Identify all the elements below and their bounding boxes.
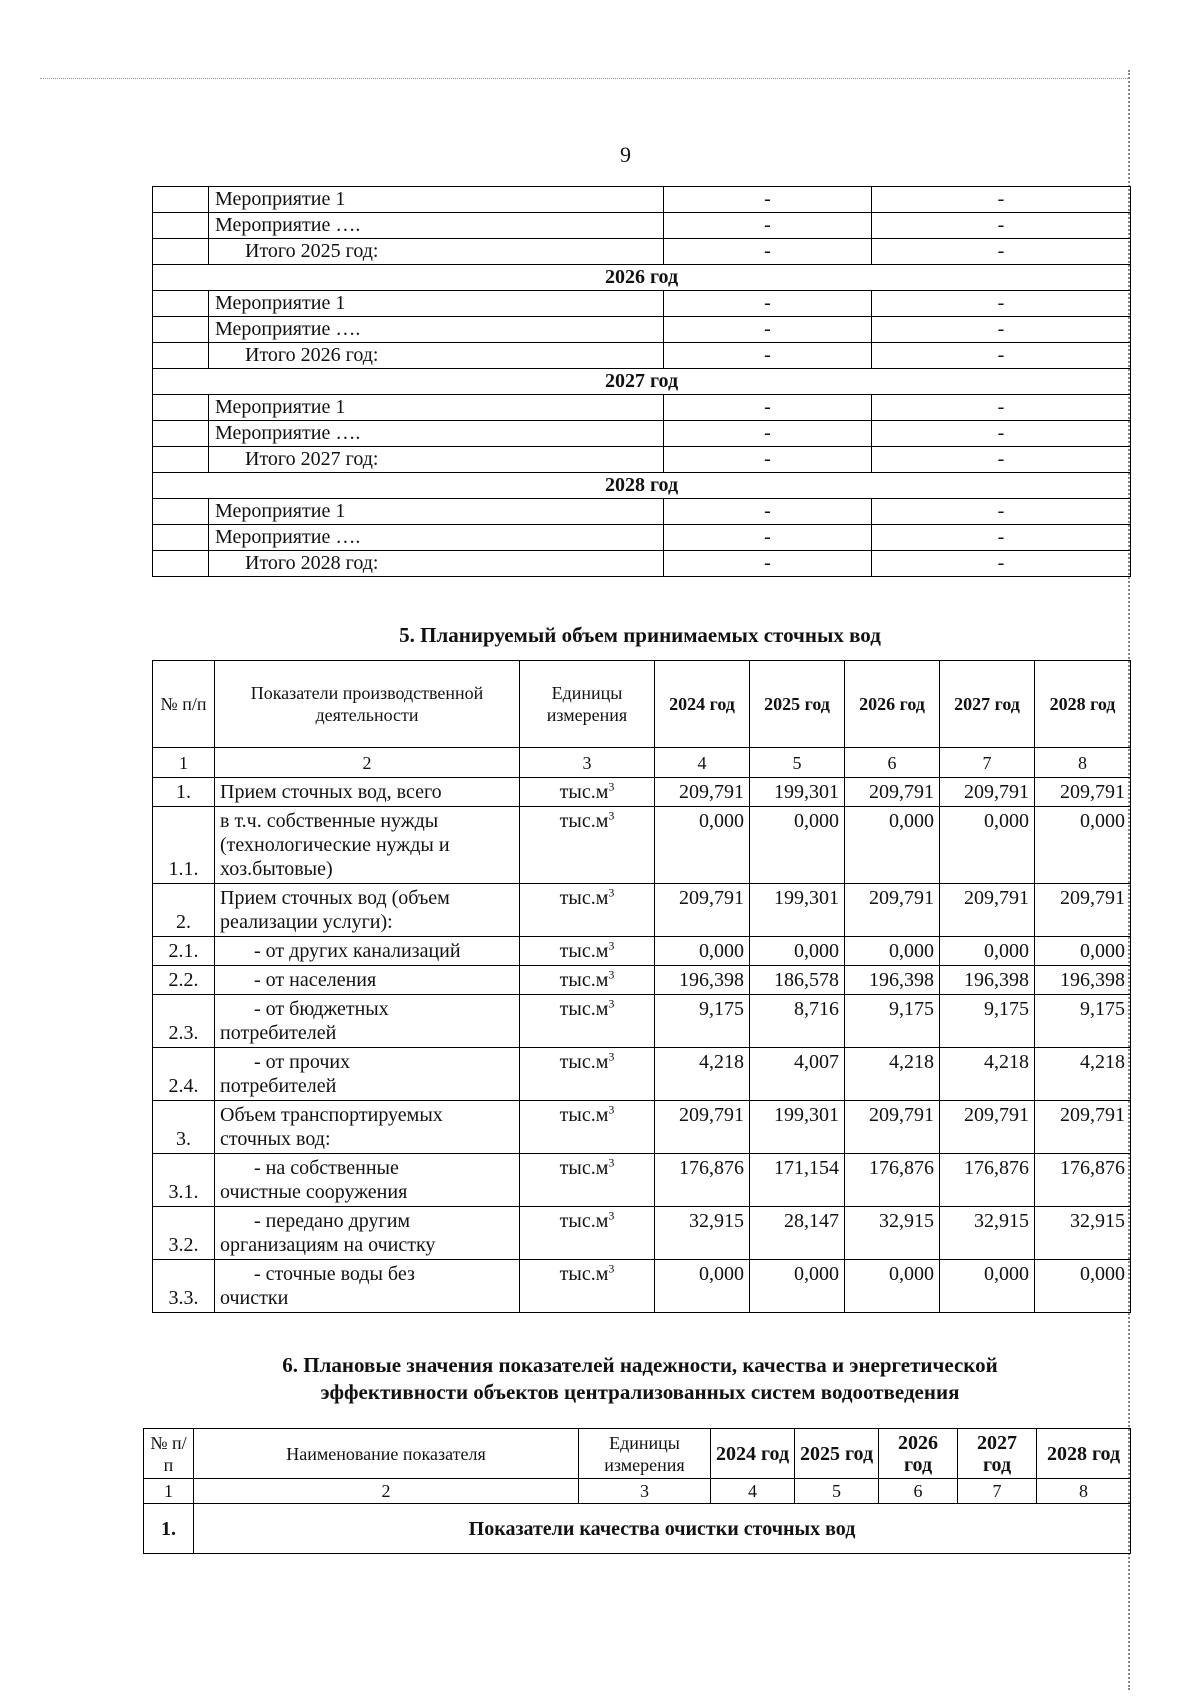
column-number: 1 [153, 748, 215, 778]
column-number: 3 [579, 1479, 711, 1504]
value-cell: - [872, 395, 1131, 421]
column-number: 7 [958, 1479, 1037, 1504]
column-number-row [153, 748, 1131, 778]
table-row [153, 525, 1131, 551]
row-label-text: - от населения [254, 969, 377, 991]
value-cell: - [872, 525, 1131, 551]
value-cell: - [664, 447, 872, 473]
header-cell: 2027 год [958, 1429, 1037, 1479]
value-cell: 4,218 [940, 1048, 1035, 1101]
unit-superscript: 3 [608, 1261, 615, 1276]
value-cell: - [664, 187, 872, 213]
column-number: 1 [144, 1479, 194, 1504]
header-cell: 2024 год [711, 1429, 795, 1479]
value-cell: 0,000 [1035, 1260, 1131, 1313]
value-cell: - [872, 213, 1131, 239]
value-cell: 209,791 [1035, 884, 1131, 937]
value-cell: 32,915 [940, 1207, 1035, 1260]
value-cell: 9,175 [1035, 995, 1131, 1048]
value-cell: 171,154 [750, 1154, 845, 1207]
table-row [153, 1207, 1131, 1260]
column-number: 4 [711, 1479, 795, 1504]
value-cell: - [664, 421, 872, 447]
unit-cell [520, 1207, 655, 1260]
table-row [153, 1154, 1131, 1207]
value-cell: - [664, 291, 872, 317]
header-cell: 2028 год [1035, 661, 1131, 748]
table-row [153, 421, 1131, 447]
row-label-text: - передано другим [254, 1210, 411, 1232]
table-row [153, 447, 1131, 473]
value-cell: 4,218 [655, 1048, 750, 1101]
page-number: 9 [620, 142, 631, 167]
row-label-text-cont: очистные сооружения [220, 1181, 408, 1203]
value-cell: 0,000 [940, 807, 1035, 884]
table-row [153, 966, 1131, 995]
row-label-text: Прием сточных вод, всего [220, 781, 442, 803]
value-cell: 209,791 [1035, 778, 1131, 807]
row-number: 3. [153, 1101, 215, 1154]
unit-cell [520, 884, 655, 937]
value-cell: 0,000 [1035, 807, 1131, 884]
value-cell: 9,175 [845, 995, 940, 1048]
header-cell: № п/п [153, 661, 215, 748]
column-number: 2 [215, 748, 520, 778]
row-label [215, 778, 520, 807]
row-label-text: - от других канализаций [254, 940, 461, 962]
total-label: Итого 2028 год: [209, 551, 664, 577]
unit-cell [520, 1101, 655, 1154]
unit-text: тыс.м [559, 1104, 609, 1126]
unit-text: тыс.м [559, 1263, 609, 1285]
value-cell: - [872, 343, 1131, 369]
row-label-text: - от прочих [254, 1051, 351, 1073]
row-label-text: Объем транспортируемых сточных вод: [220, 1104, 443, 1150]
table-row [153, 213, 1131, 239]
table-row [153, 1260, 1131, 1313]
unit-superscript: 3 [608, 808, 615, 823]
empty-cell [153, 187, 209, 213]
value-cell: - [664, 343, 872, 369]
year-heading: 2026 год [153, 265, 1131, 291]
empty-cell [153, 343, 209, 369]
section-6-title-line2: эффективности объектов централизованных систем водоотведения [320, 1380, 960, 1404]
unit-superscript: 3 [608, 967, 615, 982]
unit-superscript: 3 [608, 1102, 615, 1117]
header-cell: 2025 год [795, 1429, 879, 1479]
value-cell: 8,716 [750, 995, 845, 1048]
header-cell: 2027 год [940, 661, 1035, 748]
empty-cell [153, 421, 209, 447]
value-cell: - [872, 317, 1131, 343]
table-row [153, 807, 1131, 884]
value-cell: - [872, 447, 1131, 473]
row-number: 2.1. [153, 937, 215, 966]
row-label [215, 1048, 520, 1101]
unit-text: тыс.м [559, 1210, 609, 1232]
table-row [144, 1504, 1131, 1554]
column-number: 6 [845, 748, 940, 778]
value-cell: 176,876 [845, 1154, 940, 1207]
empty-cell [153, 551, 209, 577]
table-row [153, 291, 1131, 317]
table-row [153, 343, 1131, 369]
value-cell: 209,791 [655, 1101, 750, 1154]
value-cell: 199,301 [750, 1101, 845, 1154]
value-cell: 209,791 [940, 1101, 1035, 1154]
header-cell: Наименование показателя [194, 1429, 579, 1479]
header-cell: 2024 год [655, 661, 750, 748]
value-cell: 196,398 [1035, 966, 1131, 995]
value-cell: 209,791 [655, 884, 750, 937]
scan-top-edge [40, 78, 1130, 79]
value-cell: 0,000 [750, 1260, 845, 1313]
header-cell: 2026 год [879, 1429, 958, 1479]
row-label [215, 966, 520, 995]
value-cell: 209,791 [845, 884, 940, 937]
value-cell: 209,791 [845, 778, 940, 807]
value-cell: - [664, 499, 872, 525]
year-row [153, 265, 1131, 291]
table-row [153, 187, 1131, 213]
empty-cell [153, 395, 209, 421]
unit-text: тыс.м [559, 1051, 609, 1073]
column-number-row [144, 1479, 1131, 1504]
value-cell: - [872, 291, 1131, 317]
row-label [215, 884, 520, 937]
table-row [153, 937, 1131, 966]
column-number: 5 [795, 1479, 879, 1504]
event-label: Мероприятие 1 [209, 187, 664, 213]
value-cell: 209,791 [940, 884, 1035, 937]
row-label [215, 995, 520, 1048]
value-cell: 209,791 [1035, 1101, 1131, 1154]
unit-cell [520, 1154, 655, 1207]
table-row [153, 317, 1131, 343]
section-5-title: 5. Планируемый объем принимаемых сточных вод [399, 623, 881, 647]
value-cell: 0,000 [655, 807, 750, 884]
value-cell: - [664, 213, 872, 239]
unit-text: тыс.м [559, 969, 609, 991]
value-cell: 209,791 [940, 778, 1035, 807]
row-label [215, 807, 520, 884]
column-number: 8 [1035, 748, 1131, 778]
row-number: 3.1. [153, 1154, 215, 1207]
header-cell: 2025 год [750, 661, 845, 748]
value-cell: 0,000 [655, 1260, 750, 1313]
table-row [153, 499, 1131, 525]
value-cell: 32,915 [845, 1207, 940, 1260]
value-cell: - [872, 551, 1131, 577]
section-6-title [150, 1352, 1130, 1406]
row-number: 1.1. [153, 807, 215, 884]
value-cell: 186,578 [750, 966, 845, 995]
value-cell: - [664, 239, 872, 265]
total-label: Итого 2027 год: [209, 447, 664, 473]
value-cell: 4,007 [750, 1048, 845, 1101]
row-label-text: - сточные воды без [254, 1263, 415, 1285]
value-cell: 4,218 [1035, 1048, 1131, 1101]
event-label: Мероприятие 1 [209, 291, 664, 317]
row-label: Показатели качества очистки сточных вод [194, 1504, 1131, 1554]
row-number: 2.4. [153, 1048, 215, 1101]
header-cell: 2028 год [1037, 1429, 1131, 1479]
value-cell: 4,218 [845, 1048, 940, 1101]
unit-cell [520, 807, 655, 884]
column-number: 6 [879, 1479, 958, 1504]
empty-cell [153, 213, 209, 239]
value-cell: 32,915 [1035, 1207, 1131, 1260]
value-cell: 0,000 [1035, 937, 1131, 966]
row-label-text: - на собственные [254, 1157, 399, 1179]
header-cell: Единицы измерения [520, 661, 655, 748]
row-number: 2.3. [153, 995, 215, 1048]
value-cell: 0,000 [845, 807, 940, 884]
unit-text: тыс.м [559, 781, 609, 803]
table-row [153, 1101, 1131, 1154]
unit-superscript: 3 [608, 1155, 615, 1170]
column-number: 8 [1037, 1479, 1131, 1504]
reliability-indicators-table [143, 1428, 1131, 1554]
value-cell: 176,876 [1035, 1154, 1131, 1207]
row-label-text: - от бюджетных [254, 998, 389, 1020]
value-cell: 209,791 [655, 778, 750, 807]
value-cell: 9,175 [940, 995, 1035, 1048]
header-cell: Единицы измерения [579, 1429, 711, 1479]
value-cell: 196,398 [655, 966, 750, 995]
unit-superscript: 3 [608, 1208, 615, 1223]
value-cell: 176,876 [940, 1154, 1035, 1207]
event-label: Мероприятие …. [209, 317, 664, 343]
value-cell: 0,000 [750, 807, 845, 884]
row-label-text: в т.ч. собственные нужды (технологические нужды и хоз.бытовые) [220, 810, 450, 880]
unit-superscript: 3 [608, 996, 615, 1011]
section-6-title-line1: 6. Плановые значения показателей надежности, качества и энергетической [282, 1353, 998, 1377]
value-cell: 196,398 [940, 966, 1035, 995]
value-cell: - [872, 421, 1131, 447]
row-label [215, 1101, 520, 1154]
value-cell: 0,000 [750, 937, 845, 966]
row-number: 1. [144, 1504, 194, 1554]
wastewater-volume-table [152, 660, 1131, 1313]
unit-cell [520, 937, 655, 966]
table-row [153, 884, 1131, 937]
unit-text: тыс.м [559, 810, 609, 832]
unit-cell [520, 995, 655, 1048]
unit-superscript: 3 [608, 938, 615, 953]
row-label-text-cont: очистки [220, 1287, 289, 1309]
value-cell: 32,915 [655, 1207, 750, 1260]
value-cell: 28,147 [750, 1207, 845, 1260]
value-cell: 0,000 [940, 937, 1035, 966]
unit-text: тыс.м [559, 1157, 609, 1179]
column-number: 5 [750, 748, 845, 778]
unit-superscript: 3 [608, 779, 615, 794]
row-number: 2. [153, 884, 215, 937]
value-cell: 176,876 [655, 1154, 750, 1207]
unit-cell [520, 966, 655, 995]
unit-cell [520, 1048, 655, 1101]
year-heading: 2028 год [153, 473, 1131, 499]
value-cell: 199,301 [750, 884, 845, 937]
event-label: Мероприятие 1 [209, 499, 664, 525]
table-row [153, 995, 1131, 1048]
table-header-row [144, 1429, 1131, 1479]
column-number: 4 [655, 748, 750, 778]
value-cell: 0,000 [940, 1260, 1035, 1313]
year-row [153, 369, 1131, 395]
year-row [153, 473, 1131, 499]
row-label-text: Прием сточных вод (объем реализации услуги): [220, 887, 450, 933]
unit-cell [520, 778, 655, 807]
value-cell: 209,791 [845, 1101, 940, 1154]
value-cell: 9,175 [655, 995, 750, 1048]
unit-superscript: 3 [608, 1049, 615, 1064]
row-number: 1. [153, 778, 215, 807]
row-label [215, 1260, 520, 1313]
row-number: 3.3. [153, 1260, 215, 1313]
table-row [153, 1048, 1131, 1101]
total-label: Итого 2025 год: [209, 239, 664, 265]
unit-text: тыс.м [559, 940, 609, 962]
value-cell: 199,301 [750, 778, 845, 807]
unit-text: тыс.м [559, 887, 609, 909]
row-number: 3.2. [153, 1207, 215, 1260]
value-cell: - [664, 525, 872, 551]
empty-cell [153, 499, 209, 525]
row-label [215, 1207, 520, 1260]
value-cell: 196,398 [845, 966, 940, 995]
value-cell: 0,000 [655, 937, 750, 966]
column-number: 2 [194, 1479, 579, 1504]
event-label: Мероприятие …. [209, 421, 664, 447]
empty-cell [153, 239, 209, 265]
empty-cell [153, 317, 209, 343]
value-cell: 0,000 [845, 937, 940, 966]
row-label [215, 937, 520, 966]
year-heading: 2027 год [153, 369, 1131, 395]
unit-text: тыс.м [559, 998, 609, 1020]
table-header-row [153, 661, 1131, 748]
value-cell: - [664, 317, 872, 343]
row-label-text-cont: потребителей [220, 1075, 337, 1097]
events-table [152, 186, 1131, 577]
table-row [153, 551, 1131, 577]
header-cell: 2026 год [845, 661, 940, 748]
value-cell: - [664, 395, 872, 421]
row-label-text-cont: потребителей [220, 1022, 337, 1044]
value-cell: - [872, 499, 1131, 525]
event-label: Мероприятие …. [209, 213, 664, 239]
column-number: 3 [520, 748, 655, 778]
event-label: Мероприятие …. [209, 525, 664, 551]
value-cell: - [664, 551, 872, 577]
header-cell: № п/п [144, 1429, 194, 1479]
value-cell: 0,000 [845, 1260, 940, 1313]
table-row [153, 239, 1131, 265]
unit-superscript: 3 [608, 885, 615, 900]
value-cell: - [872, 187, 1131, 213]
table-row [153, 395, 1131, 421]
empty-cell [153, 447, 209, 473]
value-cell: - [872, 239, 1131, 265]
total-label: Итого 2026 год: [209, 343, 664, 369]
table-row [153, 778, 1131, 807]
row-number: 2.2. [153, 966, 215, 995]
header-cell: Показатели производственной деятельности [215, 661, 520, 748]
column-number: 7 [940, 748, 1035, 778]
unit-cell [520, 1260, 655, 1313]
empty-cell [153, 291, 209, 317]
row-label-text-cont: организациям на очистку [220, 1234, 436, 1256]
empty-cell [153, 525, 209, 551]
event-label: Мероприятие 1 [209, 395, 664, 421]
row-label [215, 1154, 520, 1207]
